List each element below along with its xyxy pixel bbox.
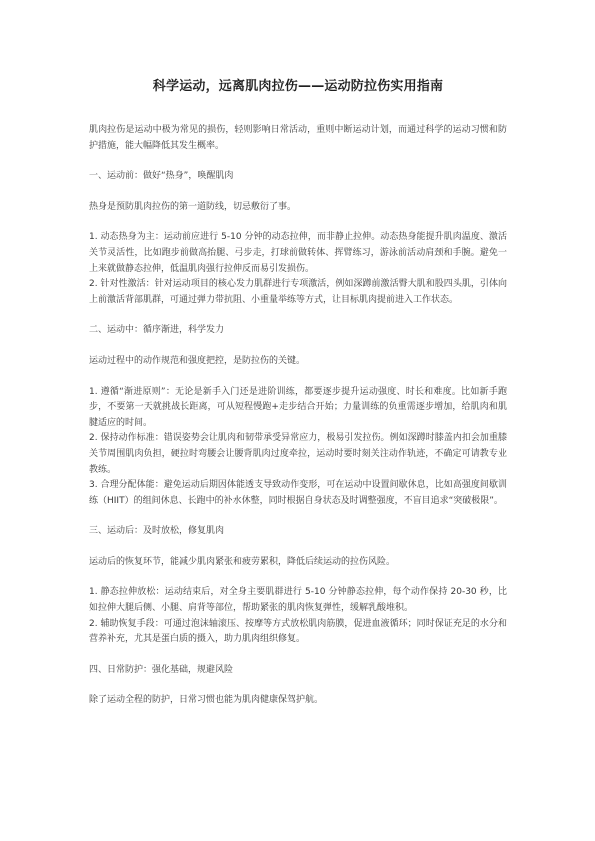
list-item: 2. 保持动作标准：错误姿势会让肌肉和韧带承受异常应力，极易引发拉伤。例如深蹲时膝盖内扣会加重膝关节周围肌肉负担，硬拉时弯腰会让腰背肌肉过度牵拉，运动时要时刻关注动作轨迹，不确定可请教专业教练。 (89, 433, 507, 475)
section-lead-3: 运动后的恢复环节，能减少肌肉紧张和疲劳累积，降低后续运动的拉伤风险。 (89, 556, 396, 567)
list-item: 1. 动态热身为主：运动前应进行 5-10 分钟的动态拉伸，而非静止拉伸。动态热身能提升肌肉温度、激活关节灵活性，比如跑步前做高抬腿、弓步走，打球前做转体、挥臂练习，游泳前活动肩颈和手腕。避免一上来就做静态拉伸，低温肌肉强行拉伸反而易引发损伤。 (89, 232, 507, 274)
section-heading-3: 三、运动后：及时放松，修复肌肉 (89, 526, 225, 537)
section-heading-4: 四、日常防护：强化基础，规避风险 (89, 664, 234, 675)
document-title: 科学运动，远离肌肉拉伤——运动防拉伤实用指南 (152, 79, 444, 94)
list-item: 2. 辅助恢复手段：可通过泡沫轴滚压、按摩等方式放松肌肉筋膜，促进血液循环；同时保证充足的水分和营养补充，尤其是蛋白质的摄入，助力肌肉组织修复。 (89, 618, 507, 645)
section-heading-1: 一、运动前：做好“热身”，唤醒肌肉 (89, 171, 234, 182)
list-item: 3. 合理分配体能：避免运动后期因体能透支导致动作变形，可在运动中设置间歇休息，比如高强度间歇训练（HIIT）的组间休息、长跑中的补水休整，同时根据自身状态及时调整强度，不盲目追求“突破极限”。 (89, 480, 507, 506)
section-lead-2: 运动过程中的动作规范和强度把控，是防拉伤的关键。 (89, 355, 306, 366)
section-heading-2: 二、运动中：循序渐进，科学发力 (89, 325, 225, 336)
list-item: 1. 静态拉伸放松：运动结束后，对全身主要肌群进行 5-10 分钟静态拉伸，每个动作保持 20-30 秒，比如拉伸大腿后侧、小腿、肩背等部位，帮助紧张的肌肉恢复弹性，缓解乳酸堆积。 (89, 587, 507, 614)
list-item: 2. 针对性激活：针对运动项目的核心发力肌群进行专项激活，例如深蹲前激活臀大肌和股四头肌，引体向上前激活背部肌群，可通过弹力带抗阻、小重量举练等方式，让目标肌肉提前进入工作状态。 (89, 279, 507, 305)
list-item: 1. 遵循“渐进原则”：无论是新手入门还是进阶训练，都要逐步提升运动强度、时长和难度。比如新手跑步，不要第一天就挑战长距离，可从短程慢跑+走步结合开始；力量训练的负重需逐步增加，给肌肉和肌腱适应的时间。 (89, 386, 507, 428)
intro-paragraph: 肌肉拉伤是运动中极为常见的损伤，轻则影响日常活动，重则中断运动计划，而通过科学的运动习惯和防护措施，能大幅降低其发生概率。 (89, 125, 507, 151)
section-lead-4: 除了运动全程的防护，日常习惯也能为肌肉健康保驾护航。 (89, 695, 324, 706)
section-lead-1: 热身是预防肌肉拉伤的第一道防线，切忌敷衍了事。 (89, 201, 297, 212)
